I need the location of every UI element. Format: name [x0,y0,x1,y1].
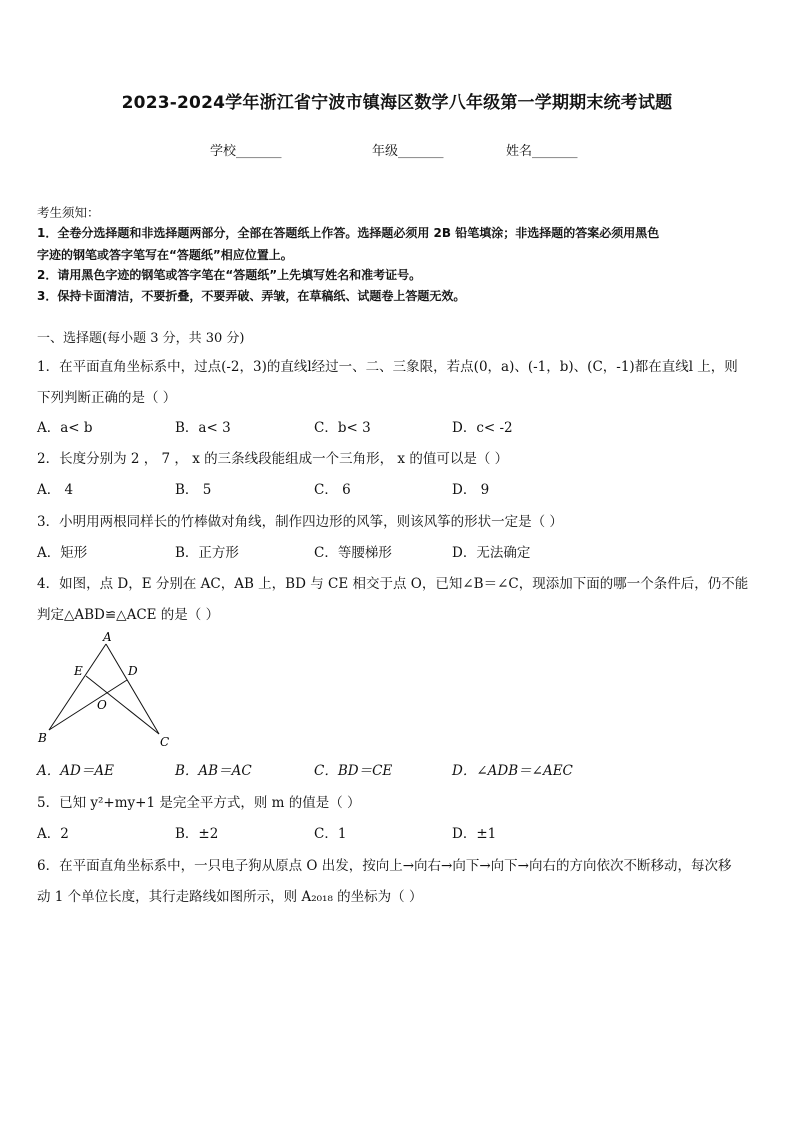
q1-option-d: D．c< -2 [452,420,513,436]
q1-line-2: 下列判断正确的是（ ） [37,390,177,406]
school-field: 学校_______ [210,144,282,159]
q2-option-c: C． 6 [314,482,351,498]
q4-option-c: C．BD＝CE [314,763,393,779]
notice-line-2: 2．请用黑色字迹的钢笔或答字笔在“答题纸”上先填写姓名和准考证号。 [37,268,422,282]
segment-ab [49,644,106,730]
q2-option-a: A． 4 [37,482,74,498]
name-field: 姓名_______ [506,144,578,159]
q2-option-b: B． 5 [175,482,212,498]
q5-line-1: 5．已知 y²+my+1 是完全平方式，则 m 的值是（ ） [37,795,361,811]
q3-line-1: 3．小明用两根同样长的竹棒做对角线，制作四边形的风筝，则该风筝的形状一定是（ ） [37,514,563,530]
q4-option-d: D．∠ADB＝∠AEC [452,763,573,779]
q3-option-b: B．正方形 [175,545,239,561]
q1-option-c: C．b< 3 [314,420,371,436]
grade-field: 年级_______ [372,144,444,159]
q4-line-1: 4．如图，点 D，E 分别在 AC，AB 上，BD 与 CE 相交于点 O，已知∠B＝∠C，现添加下面的哪一个条件后，仍不能 [37,576,749,592]
q4-option-a: A．AD＝AE [37,763,114,779]
section-heading: 一、选择题(每小题 3 分，共 30 分) [37,331,245,346]
label-d: D [128,664,138,678]
q4-line-2: 判定△ABD≌△ACE 的是（ ） [37,607,220,623]
segment-bd [49,680,127,730]
q3-option-d: D．无法确定 [452,545,531,561]
label-o: O [97,698,107,712]
q6-line-1: 6．在平面直角坐标系中，一只电子狗从原点 O 出发，按向上→向右→向下→向下→向右的方向依次不断移动，每次移 [37,858,732,874]
page-title: 2023-2024学年浙江省宁波市镇海区数学八年级第一学期期末统考试题 [121,93,673,113]
label-a: A [103,630,112,644]
q5-option-c: C．1 [314,826,347,842]
label-c: C [160,735,170,749]
q1-option-b: B．a< 3 [175,420,231,436]
notice-line-1b: 字迹的钢笔或答字笔写在“答题纸”相应位置上。 [37,248,293,262]
q2-option-d: D． 9 [452,482,490,498]
q5-option-a: A．2 [37,826,69,842]
q3-option-c: C．等腰梯形 [314,545,392,561]
notice-heading: 考生须知： [37,205,100,220]
label-b: B [38,731,47,745]
q6-line-2: 动 1 个单位长度，其行走路线如图所示，则 A₂₀₁₈ 的坐标为（ ） [37,889,423,905]
q1-option-a: A．a< b [37,420,93,436]
q5-option-d: D．±1 [452,826,497,842]
notice-line-3: 3．保持卡面清洁，不要折叠，不要弄破、弄皱，在草稿纸、试题卷上答题无效。 [37,289,466,303]
segment-ac [106,644,159,734]
q3-option-a: A．矩形 [37,545,88,561]
q1-line-1: 1．在平面直角坐标系中，过点(-2，3)的直线l经过一、二、三象限，若点(0，a)、(-1，b)、(C，-1)都在直线l 上，则 [37,359,738,375]
label-e: E [74,664,83,678]
q4-option-b: B．AB＝AC [175,763,252,779]
q2-line-1: 2．长度分别为 2 ， 7 ， x 的三条线段能组成一个三角形， x 的值可以是（ ） [37,451,509,467]
triangle-figure [35,630,185,752]
q5-option-b: B．±2 [175,826,219,842]
notice-line-1: 1．全卷分选择题和非选择题两部分，全部在答题纸上作答。选择题必须用 2B 铅笔填涂；非选择题的答案必须用黑色 [37,226,660,240]
